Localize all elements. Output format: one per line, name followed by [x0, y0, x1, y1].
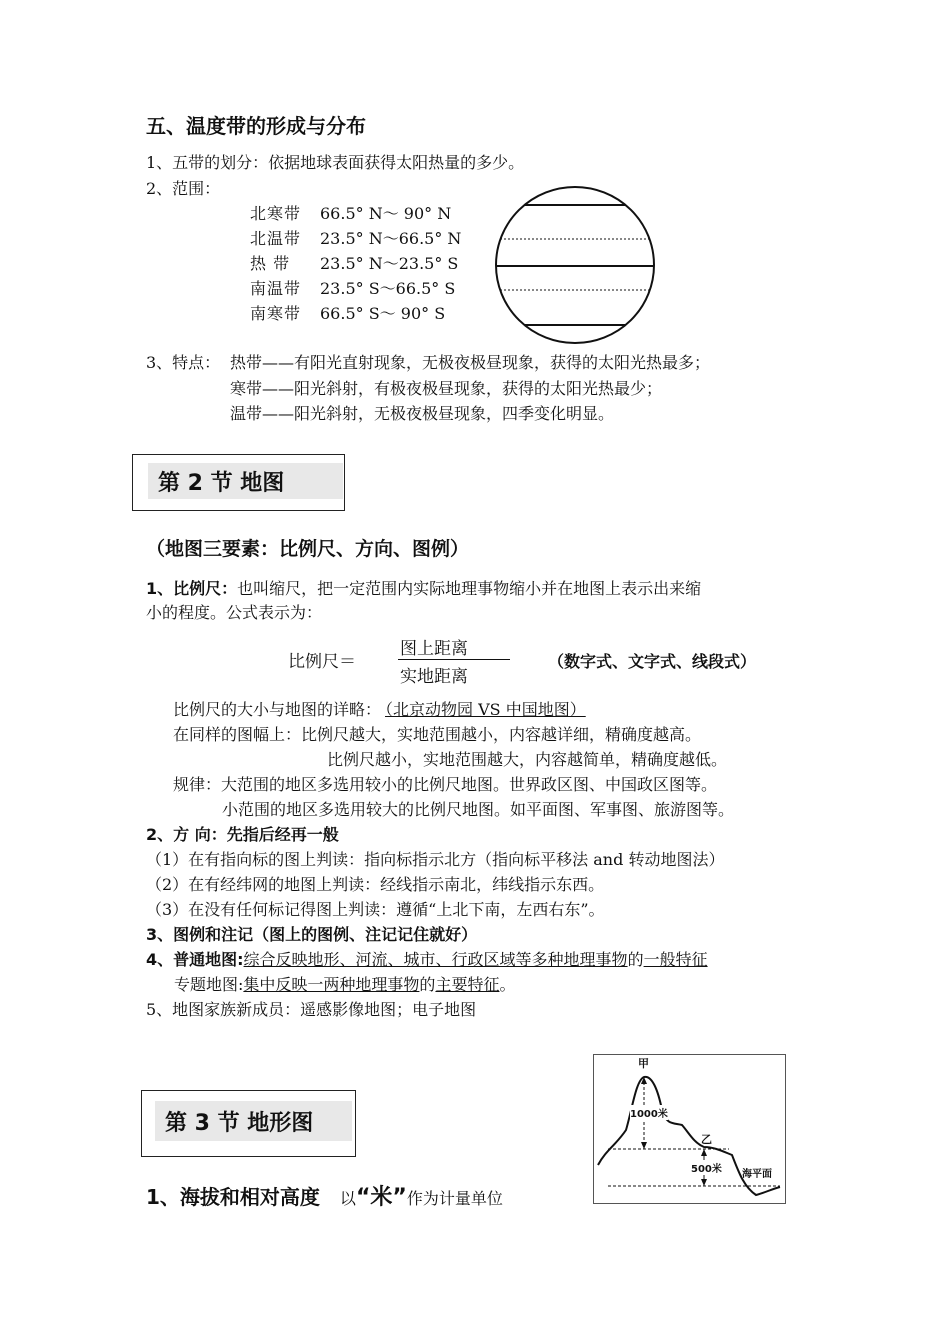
altitude-figure — [593, 1054, 786, 1204]
altitude-title: 1、海拔和相对高度 — [146, 1185, 320, 1209]
detail-line3: 比例尺越小，实地范围越大，内容越简单，精确度越低。 — [327, 750, 728, 769]
special-map-label: 专题地图: — [174, 975, 244, 994]
fraction-bar — [398, 659, 510, 660]
rule-line2: 小范围的地区多选用较大的比例尺地图。如平面图、军事图、旅游图等。 — [222, 800, 735, 819]
arrow-down-a — [641, 1142, 647, 1149]
direction-title: 2、方 向：先指后经再一般 — [146, 825, 339, 844]
direction-item: （3）在没有任何标记得图上判读：遵循“上北下南，左西右东”。 — [146, 900, 605, 919]
special-map-text: 集中反映一两种地理事物 — [243, 975, 420, 994]
peak-b-label: 乙 — [701, 1133, 712, 1146]
general-map-text: 综合反映地形、河流、城市、行政区域等多种地理事物 — [243, 950, 628, 969]
section5-item3-label: 3、特点： — [146, 353, 221, 372]
zone-name: 热 带 — [250, 254, 291, 273]
section-map-heading: 第 2 节 地图 — [148, 463, 343, 499]
mountain-profile — [594, 1055, 785, 1203]
zone-range: 23.5° N～66.5° N — [320, 229, 462, 248]
zone-range: 23.5° S～66.5° S — [320, 279, 456, 298]
altitude-unit: “米” — [355, 1185, 407, 1210]
zone-row — [250, 251, 458, 274]
zone-row — [250, 201, 451, 224]
scale-label: 1、比例尺： — [146, 579, 238, 598]
detail-line1-example: （北京动物园 VS 中国地图） — [385, 700, 586, 719]
general-map-label: 4、普通地图: — [146, 950, 244, 969]
direction-item: （1）在有指向标的图上判读：指向标指示北方（指向标平移法 and 转动地图法） — [146, 850, 725, 869]
special-map-line — [174, 972, 515, 995]
zone-name: 南寒带 — [250, 304, 302, 323]
formula-note: （数字式、文字式、线段式） — [548, 652, 757, 671]
sea-level-label: 海平面 — [742, 1169, 772, 1180]
zone-name: 北寒带 — [250, 204, 302, 223]
earth-zones-diagram — [488, 183, 662, 347]
section-terrain-heading: 第 3 节 地形图 — [155, 1101, 352, 1141]
section5-item1: 1、五带的划分：依据地球表面获得太阳热量的多少。 — [146, 153, 525, 172]
formula-denominator: 实地距离 — [400, 667, 468, 687]
scale-text1: 也叫缩尺，把一定范围内实际地理事物缩小并在地图上表示出来缩 — [237, 579, 702, 598]
direction-item: （2）在有经纬网的地图上判读：经线指示南北，纬线指示东西。 — [146, 875, 605, 894]
scale-text2: 小的程度。公式表示为： — [146, 603, 323, 622]
arrow-down-b — [701, 1179, 707, 1186]
map-item5: 5、地图家族新成员：遥感影像地图；电子地图 — [146, 1000, 477, 1019]
altitude-text-c: 作为计量单位 — [406, 1189, 503, 1208]
height-500-label: 500米 — [691, 1160, 722, 1175]
special-map-period: 。 — [499, 975, 516, 994]
detail-line1 — [173, 697, 590, 720]
special-map-feature: 主要特征 — [435, 975, 500, 994]
detail-line2: 在同样的图幅上：比例尺越大，实地范围越小，内容越详细，精确度越高。 — [173, 725, 702, 744]
section5-item2: 2、范围： — [146, 179, 221, 198]
zone-name: 南温带 — [250, 279, 302, 298]
rule-line1: 规律：大范围的地区多选用较小的比例尺地图。世界政区图、中国政区图等。 — [173, 775, 718, 794]
map-elements-subtitle: （地图三要素：比例尺、方向、图例） — [146, 538, 470, 560]
zone-range: 23.5° N～23.5° S — [320, 254, 459, 273]
zone-row — [250, 301, 445, 324]
formula-lhs: 比例尺＝ — [288, 652, 356, 672]
zone-row — [250, 226, 461, 249]
zone-range: 66.5° S～ 90° S — [320, 304, 446, 323]
formula-numerator: 图上距离 — [400, 639, 468, 659]
zone-range: 66.5° N～ 90° N — [320, 204, 452, 223]
zone-row — [250, 276, 455, 299]
zone-name: 北温带 — [250, 229, 302, 248]
trait-tropical: 热带——有阳光直射现象，无极夜极昼现象，获得的太阳光热最多； — [230, 353, 711, 372]
scale-para-line1 — [146, 576, 701, 599]
general-map-line — [146, 947, 708, 970]
special-map-de: 的 — [419, 975, 436, 994]
trait-frigid: 寒带——阳光斜射，有极夜极昼现象，获得的太阳光热最少； — [230, 379, 663, 398]
detail-line1-text: 比例尺的大小与地图的详略： — [173, 700, 382, 719]
general-map-de: 的 — [627, 950, 644, 969]
general-map-feature: 一般特征 — [643, 950, 708, 969]
peak-a-label: 甲 — [638, 1057, 649, 1070]
trait-temperate: 温带——阳光斜射，无极夜极昼现象，四季变化明显。 — [230, 404, 615, 423]
altitude-line — [146, 1180, 503, 1211]
altitude-text-a: 以 — [339, 1189, 356, 1208]
arrow-up-b — [701, 1149, 707, 1156]
legend-title: 3、图例和注记（图上的图例、注记记住就好） — [146, 925, 478, 944]
section5-title: 五、温度带的形成与分布 — [146, 114, 366, 138]
height-1000-label: 1000米 — [630, 1105, 668, 1120]
